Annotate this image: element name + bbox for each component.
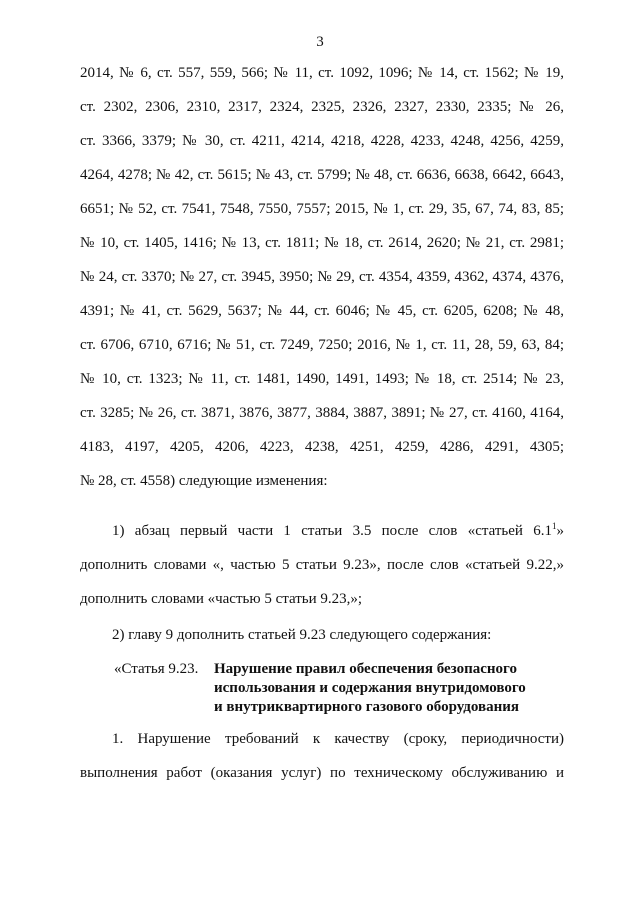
text-line: ст. 6706, 6710, 6716; № 51, ст. 7249, 7250; 2016, № 1, ст. 11, 28, 59, 63, 84; bbox=[80, 337, 564, 353]
article-title-line: использования и содержания внутридомового bbox=[214, 680, 526, 696]
text-line: № 28, ст. 4558) следующие изменения: bbox=[80, 473, 328, 489]
intro-paragraph bbox=[80, 56, 564, 498]
text-line: № 10, ст. 1323; № 11, ст. 1481, 1490, 1491, 1493; № 18, ст. 2514; № 23, bbox=[80, 371, 564, 387]
article-title-line: и внутриквартирного газового оборудования bbox=[214, 699, 520, 715]
text-line: 1. Нарушение требований к качеству (сроку, периодичности) bbox=[112, 731, 564, 747]
amendment-item-2 bbox=[80, 618, 564, 652]
text-line: 4391; № 41, ст. 5629, 5637; № 44, ст. 6046; № 45, ст. 6205, 6208; № 48, bbox=[80, 303, 564, 319]
text-line: 4264, 4278; № 42, ст. 5615; № 43, ст. 5799; № 48, ст. 6636, 6638, 6642, 6643, bbox=[80, 167, 564, 183]
article-paragraph-1 bbox=[80, 722, 564, 790]
text-line: 4183, 4197, 4205, 4206, 4223, 4238, 4251, 4259, 4286, 4291, 4305; bbox=[80, 439, 564, 455]
item1-quote: » bbox=[556, 523, 564, 539]
page-number: 3 bbox=[316, 34, 324, 50]
article-label: «Статья 9.23. bbox=[114, 661, 199, 677]
article-title-line: Нарушение правил обеспечения безопасного bbox=[214, 661, 517, 677]
text-line: выполнения работ (оказания услуг) по техническому обслуживанию и bbox=[80, 765, 564, 781]
text-line: 2014, № 6, ст. 557, 559, 566; № 11, ст. 1092, 1096; № 14, ст. 1562; № 19, bbox=[80, 65, 564, 81]
item1-text: 1) абзац первый части 1 статьи 3.5 после слов «статьей 6.1 bbox=[112, 523, 552, 539]
text-line: 2) главу 9 дополнить статьей 9.23 следующего содержания: bbox=[112, 627, 492, 643]
text-line: дополнить словами «частью 5 статьи 9.23,»; bbox=[80, 591, 363, 607]
text-line bbox=[80, 514, 564, 548]
article-title bbox=[214, 660, 526, 717]
text-line: № 24, ст. 3370; № 27, ст. 3945, 3950; № 29, ст. 4354, 4359, 4362, 4374, 4376, bbox=[80, 269, 564, 285]
text-line: 6651; № 52, ст. 7541, 7548, 7550, 7557; 2015, № 1, ст. 29, 35, 67, 74, 83, 85; bbox=[80, 201, 564, 217]
superscript: 1 bbox=[552, 521, 557, 531]
text-line: ст. 3285; № 26, ст. 3871, 3876, 3877, 3884, 3887, 3891; № 27, ст. 4160, 4164, bbox=[80, 405, 564, 421]
text-line: ст. 2302, 2306, 2310, 2317, 2324, 2325, 2326, 2327, 2330, 2335; № 26, bbox=[80, 99, 564, 115]
amendment-item-1 bbox=[80, 514, 564, 616]
text-line: ст. 3366, 3379; № 30, ст. 4211, 4214, 4218, 4228, 4233, 4248, 4256, 4259, bbox=[80, 133, 564, 149]
text-line: № 10, ст. 1405, 1416; № 13, ст. 1811; № 18, ст. 2614, 2620; № 21, ст. 2981; bbox=[80, 235, 564, 251]
text-line: дополнить словами «, частью 5 статьи 9.23», после слов «статьей 9.22,» bbox=[80, 557, 564, 573]
